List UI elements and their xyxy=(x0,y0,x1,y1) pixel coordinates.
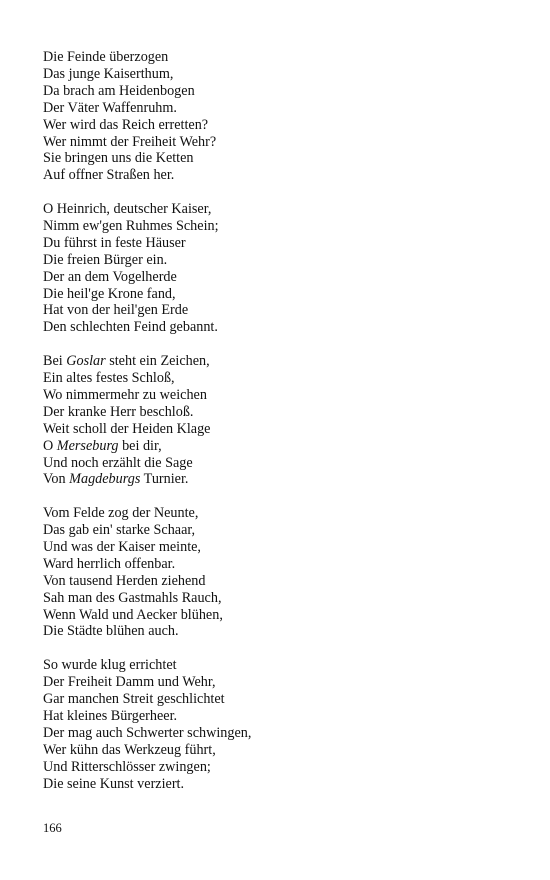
line-text: Und noch erzählt die Sage xyxy=(43,454,193,471)
line-text: Wo nimmermehr zu weichen xyxy=(43,386,207,403)
line-text: Das gab ein' starke Schaar, xyxy=(43,522,196,539)
poem-line xyxy=(43,218,251,235)
poem-line xyxy=(43,83,251,100)
poem-line xyxy=(43,387,251,404)
poem-line xyxy=(43,471,251,488)
line-text: Und Ritterschlösser zwingen; xyxy=(43,758,211,775)
line-text: Ward herrlich offenbar. xyxy=(43,555,176,572)
poem-line xyxy=(43,100,251,117)
poem-line xyxy=(43,252,251,269)
poem-line xyxy=(43,623,251,640)
poem-line xyxy=(43,759,251,776)
line-text: Die seine Kunst verziert. xyxy=(43,775,185,792)
poem-line xyxy=(43,370,251,387)
poem-line xyxy=(43,539,251,556)
poem-line xyxy=(43,455,251,472)
line-text: Der kranke Herr beschloß. xyxy=(43,403,194,420)
line-text: Da brach am Heidenbogen xyxy=(43,82,195,99)
poem-line xyxy=(43,421,251,438)
page-number: 166 xyxy=(43,821,62,835)
line-text: Weit scholl der Heiden Klage xyxy=(43,420,211,437)
line-text: Hat kleines Bürgerheer. xyxy=(43,707,178,724)
line-text: steht ein Zeichen, xyxy=(105,353,210,370)
italic-place-name: Merseburg xyxy=(56,437,119,454)
line-text: Die Feinde überzogen xyxy=(43,49,169,65)
stanza xyxy=(43,353,251,488)
poem-line xyxy=(43,117,251,134)
stanza xyxy=(43,201,251,336)
line-text: Der mag auch Schwerter schwingen, xyxy=(43,724,252,741)
poem-line xyxy=(43,302,251,319)
line-text: Wer wird das Reich erretten? xyxy=(43,116,209,133)
stanza xyxy=(43,505,251,640)
line-text: O Heinrich, deutscher Kaiser, xyxy=(43,201,212,218)
line-text: Von xyxy=(43,471,70,488)
poem-line xyxy=(43,319,251,336)
poem-line xyxy=(43,66,251,83)
line-text: Sah man des Gastmahls Rauch, xyxy=(43,589,222,606)
poem-line xyxy=(43,438,251,455)
line-text: Die heil'ge Krone fand, xyxy=(43,285,176,302)
poem-line xyxy=(43,286,251,303)
poem-line xyxy=(43,708,251,725)
poem-line xyxy=(43,590,251,607)
line-text: Von tausend Herden ziehend xyxy=(43,572,206,589)
line-text: Ein altes festes Schloß, xyxy=(43,370,175,386)
poem-line xyxy=(43,353,251,370)
poem-line xyxy=(43,742,251,759)
stanza xyxy=(43,49,251,184)
stanza xyxy=(43,657,251,792)
line-text: bei dir, xyxy=(118,437,162,454)
line-text: Gar manchen Streit geschlichtet xyxy=(43,691,225,707)
poem-line xyxy=(43,167,251,184)
poem-line xyxy=(43,49,251,66)
poem-line xyxy=(43,201,251,218)
poem-line xyxy=(43,150,251,167)
poem-line xyxy=(43,134,251,151)
line-text: Den schlechten Feind gebannt. xyxy=(43,319,218,336)
poem-line xyxy=(43,269,251,286)
line-text: O xyxy=(43,437,57,454)
poem-line xyxy=(43,505,251,522)
poem-line xyxy=(43,404,251,421)
italic-place-name: Magdeburgs xyxy=(69,471,141,488)
italic-place-name: Goslar xyxy=(66,353,106,370)
line-text: Der Väter Waffenruhm. xyxy=(43,99,177,116)
line-text: So wurde klug errichtet xyxy=(43,657,177,674)
line-text: Der an dem Vogelherde xyxy=(43,268,177,285)
poem-line xyxy=(43,556,251,573)
line-text: Turnier. xyxy=(140,471,189,488)
line-text: Du führst in feste Häuser xyxy=(43,234,186,251)
line-text: Die freien Bürger ein. xyxy=(43,251,168,268)
poem-line xyxy=(43,776,251,793)
line-text: Nimm ew'gen Ruhmes Schein; xyxy=(43,217,219,234)
poem-line xyxy=(43,235,251,252)
poem xyxy=(43,49,251,809)
line-text: Und was der Kaiser meinte, xyxy=(43,538,201,555)
poem-line xyxy=(43,657,251,674)
poem-line xyxy=(43,691,251,708)
line-text: Das junge Kaiserthum, xyxy=(43,65,174,82)
poem-line xyxy=(43,674,251,691)
line-text: Hat von der heil'gen Erde xyxy=(43,302,189,319)
poem-line xyxy=(43,573,251,590)
line-text: Vom Felde zog der Neunte, xyxy=(43,505,199,522)
line-text: Wer kühn das Werkzeug führt, xyxy=(43,741,216,758)
line-text: Der Freiheit Damm und Wehr, xyxy=(43,674,216,691)
line-text: Wenn Wald und Aecker blühen, xyxy=(43,606,223,623)
line-text: Bei xyxy=(43,353,67,370)
line-text: Wer nimmt der Freiheit Wehr? xyxy=(43,133,217,150)
poem-line xyxy=(43,522,251,539)
poem-line xyxy=(43,607,251,624)
poem-line xyxy=(43,725,251,742)
line-text: Auf offner Straßen her. xyxy=(43,167,175,184)
line-text: Die Städte blühen auch. xyxy=(43,623,179,640)
line-text: Sie bringen uns die Ketten xyxy=(43,150,194,167)
